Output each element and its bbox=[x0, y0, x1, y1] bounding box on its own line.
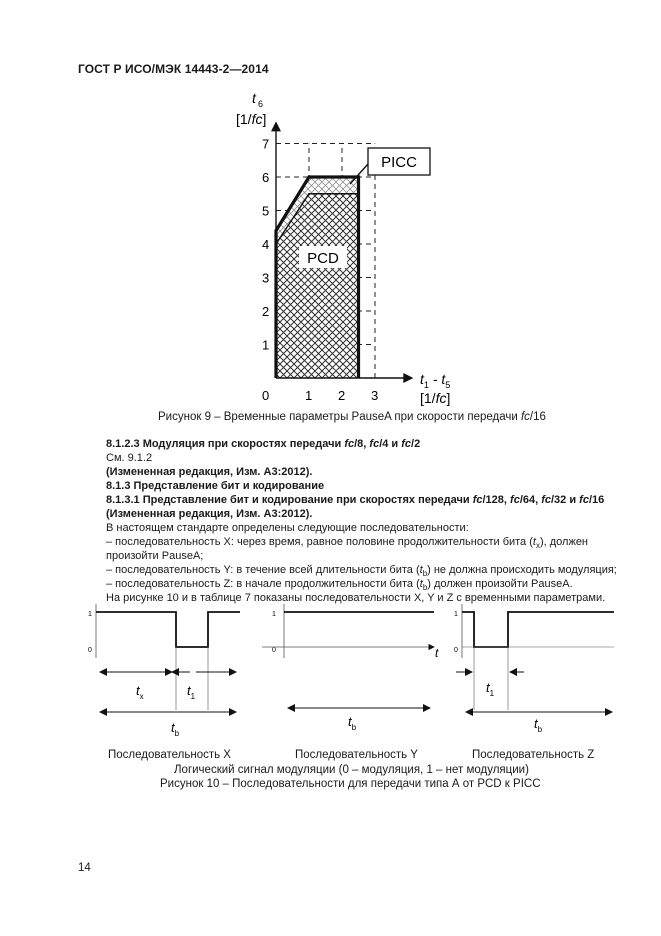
svg-text:0: 0 bbox=[454, 647, 458, 654]
y-tick-label: 5 bbox=[262, 203, 270, 219]
svg-text:0: 0 bbox=[88, 647, 92, 654]
svg-text:tx: $t_x$ bbox=[136, 683, 144, 701]
sequence-y-description: – последовательность Y: в течение всей длительности бита $(t_b)$ не должна происходить модуляция; bbox=[106, 564, 617, 579]
y-tick-label: 7 bbox=[262, 136, 270, 152]
time-axis-label: t bbox=[435, 646, 439, 660]
figure-9-chart bbox=[0, 0, 661, 420]
svg-text:t1: $t_1$ bbox=[486, 680, 495, 698]
y-tick-label: 3 bbox=[262, 270, 270, 286]
y-axis-label-sub: 6 bbox=[258, 99, 264, 109]
sequence-x-description: – последовательность X: через время, равное половине продолжительности бита $(t_x)$, должен bbox=[106, 536, 589, 551]
y-tick-label: 6 bbox=[262, 170, 270, 185]
y-tick-label: 1 bbox=[262, 337, 270, 353]
svg-text:tb: $t_b$ bbox=[348, 714, 357, 732]
svg-text:tb: $t_b$ bbox=[534, 716, 543, 734]
sequence-x-description-cont: произойти PauseA; bbox=[106, 550, 204, 562]
y-axis-unit: [1/fc] bbox=[236, 111, 267, 127]
document-header: ГОСТ Р ИСО/МЭК 14443-2—2014 bbox=[78, 62, 269, 76]
amendment-note-1: (Измененная редакция, Изм. А3:2012). bbox=[106, 466, 313, 478]
x-tick-label: 0 bbox=[262, 388, 270, 403]
x-tick-label: 3 bbox=[371, 388, 379, 403]
section-8-1-3-1-heading: 8.1.3.1 Представление бит и кодирование при скоростях передачи fc/128, fc/64, fc/32 и fc/16 bbox=[106, 494, 605, 506]
figure-10-intro: На рисунке 10 и в таблице 7 показаны последовательности X, Y и Z с временными параметрами. bbox=[106, 592, 606, 604]
y-tick-label: 4 bbox=[262, 237, 270, 252]
figure-10-legend: Логический сигнал модуляции (0 – модуляция, 1 – нет модуляции) bbox=[174, 764, 529, 776]
picc-label: PICC bbox=[381, 154, 417, 171]
svg-text:tb: $t_b$ bbox=[171, 720, 180, 738]
sequence-y-label: Последовательность Y bbox=[295, 749, 418, 761]
svg-text:1: 1 bbox=[454, 611, 458, 618]
sequence-z-waveform bbox=[454, 604, 614, 734]
x-tick-label: 1 bbox=[305, 388, 313, 403]
y-axis-arrow bbox=[271, 121, 281, 131]
y-tick-label: 2 bbox=[262, 304, 270, 319]
figure-9-caption: Рисунок 9 – Временные параметры PauseA при скорости передачи fc/16 bbox=[158, 411, 546, 423]
sequence-z-description: – последовательность Z: в начале продолжительности бита $(t_b)$ должен произойти PauseA. bbox=[106, 578, 573, 593]
y-axis-label: t bbox=[252, 90, 256, 106]
amendment-note-2: (Измененная редакция, Изм. А3:2012). bbox=[106, 508, 313, 520]
svg-text:1: 1 bbox=[272, 611, 276, 618]
svg-text:0: 0 bbox=[272, 647, 276, 654]
section-8-1-3-heading: 8.1.3 Представление бит и кодирование bbox=[106, 480, 325, 492]
page-number: 14 bbox=[78, 862, 91, 874]
figure-10-caption: Рисунок 10 – Последовательности для передачи типа А от PCD к PICC bbox=[160, 778, 541, 790]
sequence-x-waveform bbox=[88, 604, 240, 738]
svg-text:t1: $t_1$ bbox=[187, 683, 196, 701]
sequence-x-label: Последовательность X bbox=[108, 749, 231, 761]
see-reference: См. 9.1.2 bbox=[106, 452, 153, 464]
sequences-intro: В настоящем стандарте определены следующие последовательности: bbox=[106, 522, 469, 534]
x-axis-arrow bbox=[403, 373, 413, 383]
x-axis-label: $t_1 - t_5$ bbox=[420, 371, 451, 390]
sequence-y-waveform bbox=[262, 604, 439, 732]
pcd-label: PCD bbox=[307, 250, 339, 267]
svg-text:1: 1 bbox=[88, 611, 92, 618]
figure-10-diagram bbox=[0, 600, 661, 760]
sequence-z-label: Последовательность Z bbox=[472, 749, 595, 761]
section-8-1-2-3-heading: 8.1.2.3 Модуляция при скоростях передачи fc/8, fc/4 и fc/2 bbox=[106, 438, 421, 450]
x-axis-unit: [1/fc] bbox=[420, 390, 451, 406]
x-tick-label: 2 bbox=[338, 388, 346, 403]
